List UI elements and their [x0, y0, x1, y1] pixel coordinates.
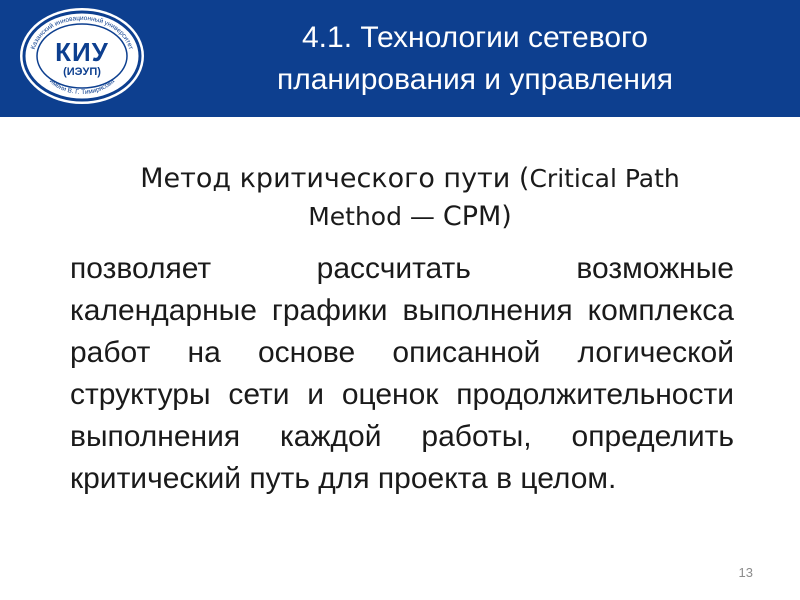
method-heading-latin1: Critical Path: [529, 164, 680, 193]
slide-title: [195, 17, 755, 101]
logo-sub-text: (ИЭУП): [63, 66, 101, 78]
logo-main-text: КИУ: [55, 37, 109, 67]
slide-header: [0, 0, 800, 117]
university-logo: [20, 8, 144, 104]
logo-ring-text-bottom: имени В. Г. Тимирясова: [47, 77, 117, 97]
method-heading-latin2: Method —: [308, 202, 443, 231]
page-number: 13: [738, 565, 753, 580]
method-heading: [60, 160, 760, 236]
slide-title-line2: планирования и управления: [276, 63, 674, 96]
method-description: позволяет рассчитать возможные календарные графики выполнения комплекса работ на основе описанной логической структуры сети и оценок продолжительности выполнения каждой работы, определить критический путь для проекта в целом.: [70, 252, 734, 495]
method-heading-part2: CPM): [442, 201, 512, 232]
slide-title-line1: 4.1. Технологии сетевого: [302, 21, 648, 54]
logo-ring-text-top: Казанский инновационный университет: [29, 14, 135, 51]
method-heading-part1: Метод критического пути (: [140, 163, 530, 194]
